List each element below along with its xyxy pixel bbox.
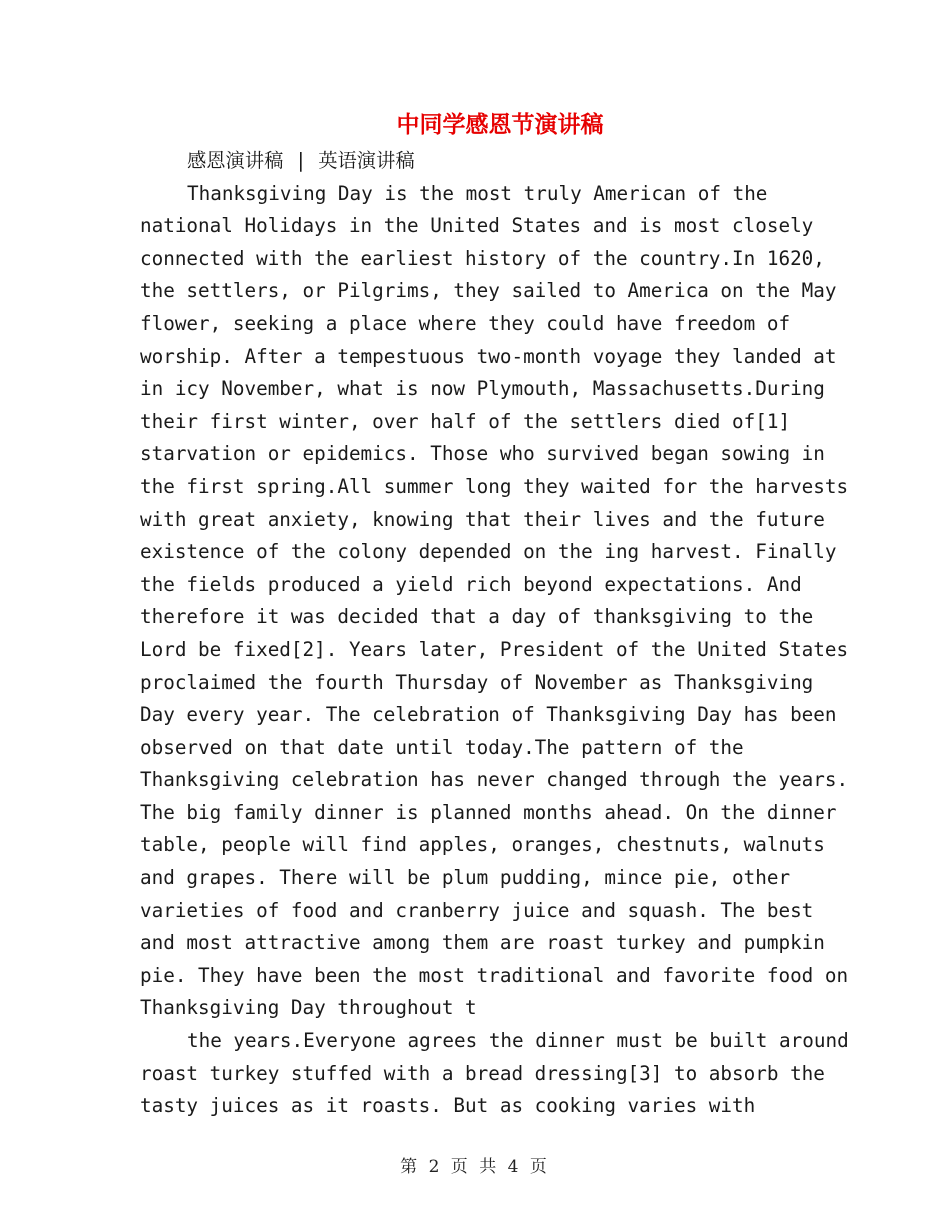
document-body bbox=[140, 145, 849, 1123]
text-line: existence of the colony depended on the ing harvest. Finally bbox=[140, 540, 837, 564]
text-line: the settlers, or Pilgrims, they sailed to America on the May bbox=[140, 279, 837, 303]
text-line: table, people will find apples, oranges, chestnuts, walnuts bbox=[140, 833, 825, 857]
text-line: tasty juices as it roasts. But as cooking varies with bbox=[140, 1094, 756, 1118]
text-line: Thanksgiving Day is the most truly American of the bbox=[187, 181, 768, 205]
text-line: and grapes. There will be plum pudding, mince pie, other bbox=[140, 866, 791, 890]
text-line: connected with the earliest history of the country.In 1620, bbox=[140, 246, 825, 270]
text-line: with great anxiety, knowing that their lives and the future bbox=[140, 507, 825, 531]
text-line: Thanksgiving Day throughout t bbox=[140, 996, 477, 1020]
text-line: their first winter, over half of the settlers died of[1] bbox=[140, 409, 791, 433]
text-line: proclaimed the fourth Thursday of November as Thanksgiving bbox=[140, 670, 814, 694]
text-line: and most attractive among them are roast turkey and pumpkin bbox=[140, 931, 825, 955]
text-line: pie. They have been the most traditional and favorite food on bbox=[140, 963, 849, 987]
text-line: Lord be fixed[2]. Years later, President of the United States bbox=[140, 637, 849, 661]
text-line: starvation or epidemics. Those who survived began sowing in bbox=[140, 442, 825, 466]
text-line: therefore it was decided that a day of thanksgiving to the bbox=[140, 605, 814, 629]
text-line: The big family dinner is planned months ahead. On the dinner bbox=[140, 800, 837, 824]
document-title: 中同学感恩节演讲稿 bbox=[396, 111, 604, 138]
text-line: varieties of food and cranberry juice and squash. The best bbox=[140, 898, 814, 922]
text-line: the years.Everyone agrees the dinner must be built around bbox=[187, 1029, 849, 1053]
text-line: national Holidays in the United States and is most closely bbox=[140, 214, 814, 238]
text-line: the first spring.All summer long they waited for the harvests bbox=[140, 474, 849, 498]
text-line: observed on that date until today.The pattern of the bbox=[140, 735, 744, 759]
text-line: in icy November, what is now Plymouth, Massachusetts.During bbox=[140, 377, 825, 401]
text-line: worship. After a tempestuous two-month voyage they landed at bbox=[140, 344, 837, 368]
text-line: the fields produced a yield rich beyond expectations. And bbox=[140, 572, 802, 596]
text-line: flower, seeking a place where they could have freedom of bbox=[140, 311, 791, 335]
category-line: 感恩演讲稿 | 英语演讲稿 bbox=[187, 149, 415, 172]
text-line: roast turkey stuffed with a bread dressing[3] to absorb the bbox=[140, 1061, 825, 1085]
page-footer: 第 2 页 共 4 页 bbox=[400, 1157, 550, 1177]
text-line: Day every year. The celebration of Thanksgiving Day has been bbox=[140, 703, 837, 727]
text-line: Thanksgiving celebration has never changed through the years. bbox=[140, 768, 849, 792]
